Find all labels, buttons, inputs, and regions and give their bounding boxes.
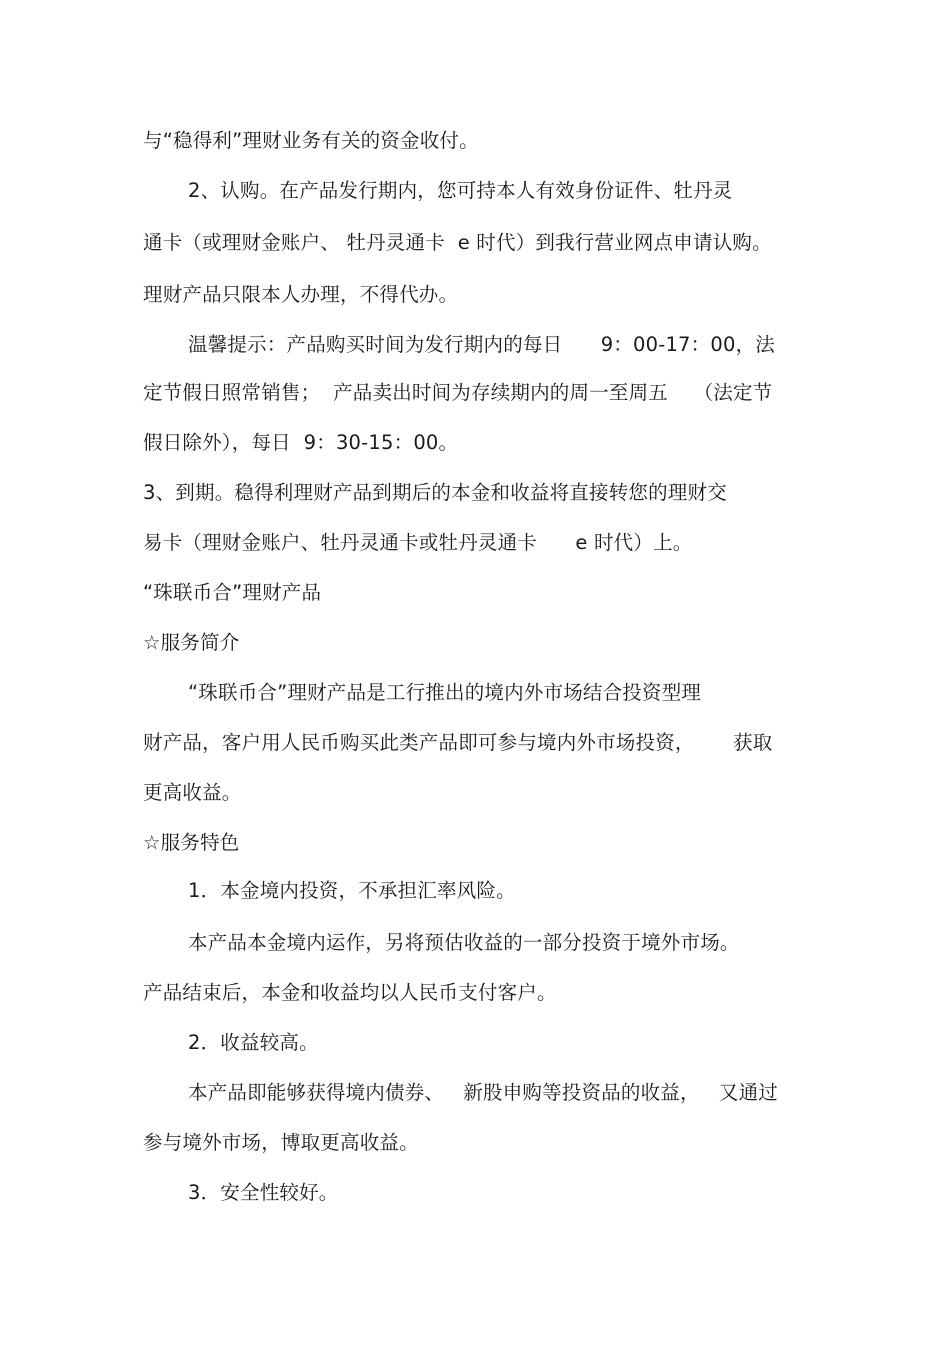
text-line-17: 本产品本金境内运作，另将预估收益的一部分投资于境外市场。 xyxy=(188,931,740,954)
text-line-13: 财产品，客户用人民币购买此类产品即可参与境内外市场投资， 获取 xyxy=(143,731,773,754)
text-line-8: 3、到期。稳得利理财产品到期后的本金和收益将直接转您的理财交 xyxy=(143,481,727,504)
text-line-21: 参与境外市场，博取更高收益。 xyxy=(143,1131,419,1154)
text-line-12: “珠联币合”理财产品是工行推出的境内外市场结合投资型理 xyxy=(188,681,702,704)
feature-item-2: 2．收益较高。 xyxy=(188,1031,319,1054)
text-line-1: 与“稳得利”理财业务有关的资金收付。 xyxy=(143,129,479,152)
text-line-14: 更高收益。 xyxy=(143,781,242,804)
feature-item-1: 1．本金境内投资，不承担汇率风险。 xyxy=(188,879,516,902)
section-heading-features: ☆服务特色 xyxy=(143,831,240,854)
text-line-18: 产品结束后，本金和收益均以人民币支付客户。 xyxy=(143,981,557,1004)
text-line-2: 2、认购。在产品发行期内，您可持本人有效身份证件、牡丹灵 xyxy=(188,179,733,202)
section-heading-intro: ☆服务简介 xyxy=(143,631,240,654)
feature-item-3: 3．安全性较好。 xyxy=(188,1181,339,1204)
section-title: “珠联币合”理财产品 xyxy=(143,581,322,604)
text-line-6: 定节假日照常销售； 产品卖出时间为存续期内的周一至周五 （法定节 xyxy=(143,381,773,404)
text-line-9: 易卡（理财金账户、牡丹灵通卡或牡丹灵通卡 e 时代）上。 xyxy=(143,531,693,554)
text-line-3: 通卡（或理财金账户、 牡丹灵通卡 e 时代）到我行营业网点申请认购。 xyxy=(143,231,772,254)
text-line-20: 本产品即能够获得境内债券、 新股申购等投资品的收益， 又通过 xyxy=(188,1081,778,1104)
text-line-7: 假日除外），每日 9：30-15：00。 xyxy=(143,431,459,454)
text-line-4: 理财产品只限本人办理，不得代办。 xyxy=(143,283,459,306)
text-line-5: 温馨提示：产品购买时间为发行期内的每日 9：00-17：00，法 xyxy=(188,333,775,356)
